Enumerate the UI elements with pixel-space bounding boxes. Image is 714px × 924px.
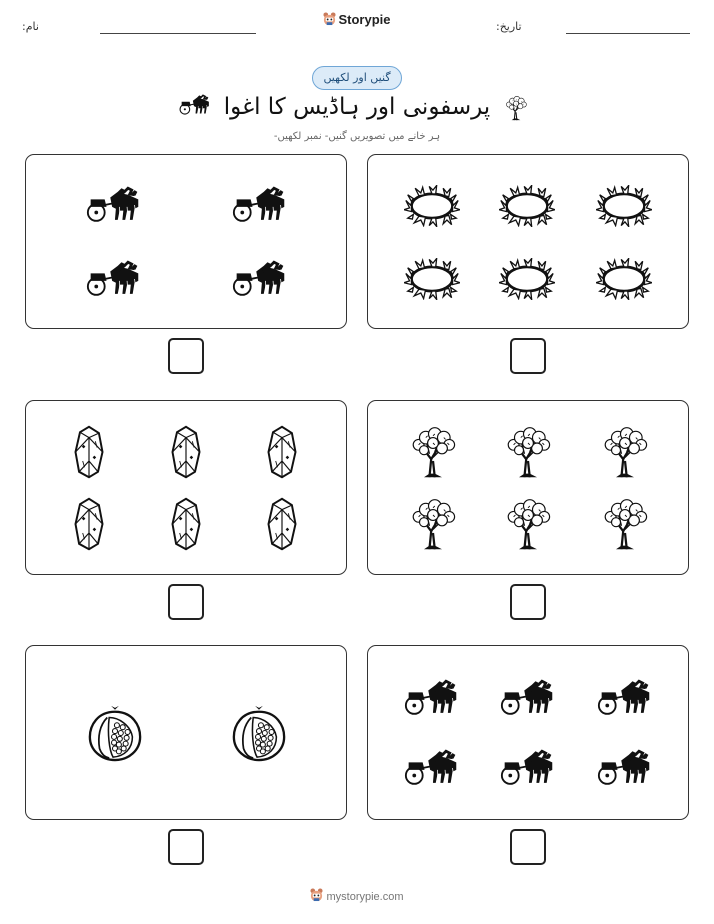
chariot-icon (86, 259, 142, 299)
instruction-badge: گنیں اور لکھیں (312, 66, 402, 90)
date-line[interactable] (566, 33, 690, 34)
chariot-icon (597, 678, 653, 718)
chariot-icon (500, 678, 556, 718)
crystal-icon (264, 425, 300, 479)
wreath-icon (596, 258, 652, 300)
panel-bottom-left (25, 645, 347, 820)
pomegranate-icon (230, 704, 288, 762)
wreath-icon (499, 185, 555, 227)
chariot-icon (500, 748, 556, 788)
answer-box-bottom-right[interactable] (510, 829, 546, 865)
panel-bottom-right (367, 645, 689, 820)
storypie-logo-icon (323, 12, 336, 26)
footer (0, 888, 714, 903)
crystal-icon (71, 497, 107, 551)
tree-icon (598, 497, 652, 551)
chariot-icon (86, 185, 142, 225)
wreath-icon (499, 258, 555, 300)
footer-url[interactable]: mystorypie.com (326, 891, 404, 903)
chariot-icon (232, 185, 288, 225)
answer-box-middle-left[interactable] (168, 584, 204, 620)
tree-icon (406, 425, 460, 479)
name-label: نام: (22, 20, 39, 33)
wreath-icon (404, 258, 460, 300)
crystal-icon (168, 497, 204, 551)
tree-icon (501, 425, 555, 479)
chariot-icon (232, 259, 288, 299)
tree-icon (598, 425, 652, 479)
date-label: تاریخ: (496, 20, 522, 33)
crystal-icon (168, 425, 204, 479)
answer-box-top-right[interactable] (510, 338, 546, 374)
page-subtitle: ہر خانے میں تصویریں گنیں- نمبر لکھیں- (273, 131, 441, 142)
chariot-icon (597, 748, 653, 788)
answer-box-bottom-left[interactable] (168, 829, 204, 865)
panel-top-right (367, 154, 689, 329)
answer-box-middle-right[interactable] (510, 584, 546, 620)
chariot-icon (404, 748, 460, 788)
storypie-logo-icon (310, 888, 323, 902)
chariot-icon (404, 678, 460, 718)
page-title: پرسفونی اور ہاڈیس کا اغوا (223, 94, 491, 120)
tree-icon (503, 94, 529, 122)
wreath-icon (404, 185, 460, 227)
wreath-icon (596, 185, 652, 227)
brand-name: Storypie (338, 12, 391, 27)
brand (0, 12, 714, 27)
crystal-icon (264, 497, 300, 551)
answer-box-top-left[interactable] (168, 338, 204, 374)
panel-top-left (25, 154, 347, 329)
panel-middle-left (25, 400, 347, 575)
name-line[interactable] (100, 33, 256, 34)
panel-middle-right (367, 400, 689, 575)
tree-icon (406, 497, 460, 551)
pomegranate-icon (86, 704, 144, 762)
tree-icon (501, 497, 555, 551)
crystal-icon (71, 425, 107, 479)
